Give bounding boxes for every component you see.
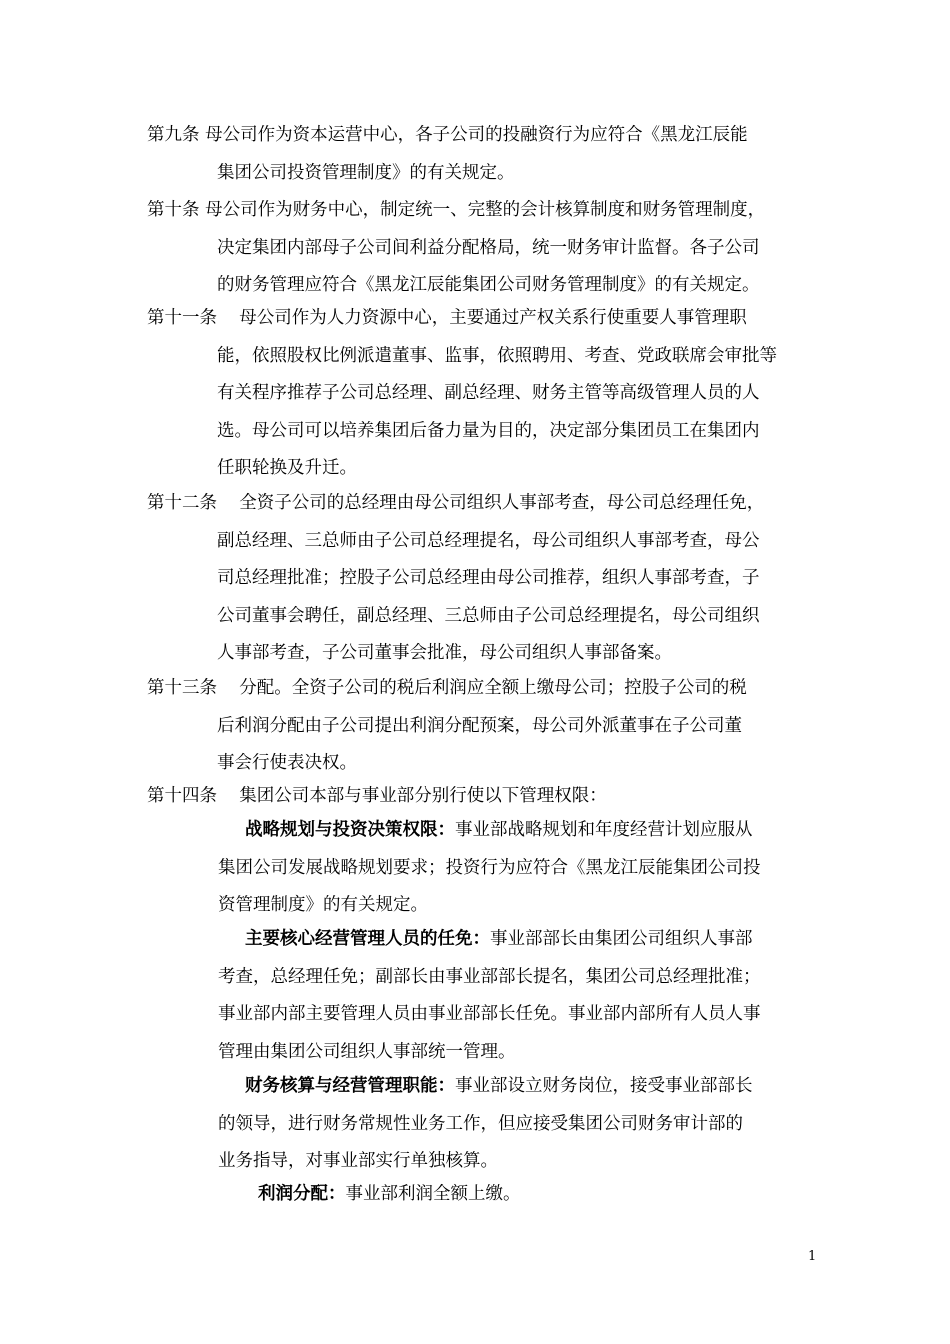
article-14	[147, 778, 817, 816]
subsection-profit	[218, 1176, 818, 1214]
subsection-text: 事业部内部主要管理人员由事业部部长任免。事业部内部所有人员人事	[218, 1004, 761, 1025]
article-text: 母公司作为人力资源中心，主要通过产权关系行使重要人事管理职	[239, 308, 747, 328]
subsection-finance	[218, 1068, 818, 1181]
subsection-title: 财务核算与经营管理职能：	[245, 1076, 455, 1096]
article-text: 集团公司本部与事业部分别行使以下管理权限：	[239, 786, 607, 806]
subsection-text: 的领导，进行财务常规性业务工作，但应接受集团公司财务审计部的	[218, 1113, 743, 1134]
subsection-text: 事业部利润全额上缴。	[345, 1184, 521, 1204]
subsection-text: 事业部设立财务岗位，接受事业部部长	[455, 1076, 753, 1096]
article-text: 选。母公司可以培养集团后备力量为目的，决定部分集团员工在集团内	[217, 420, 760, 441]
subsection-title: 利润分配：	[258, 1184, 346, 1204]
subsection-text: 集团公司发展战略规划要求；投资行为应符合《黑龙江辰能集团公司投	[218, 857, 761, 878]
article-10	[147, 192, 817, 305]
subsection-text: 事业部战略规划和年度经营计划应服从	[455, 820, 753, 840]
article-text: 事会行使表决权。	[217, 753, 357, 774]
page-number: 1	[808, 1249, 817, 1264]
subsection-text: 业务指导，对事业部实行单独核算。	[218, 1151, 498, 1172]
article-text: 后利润分配由子公司提出利润分配预案，母公司外派董事在子公司董	[217, 715, 742, 736]
article-text: 人事部考查，子公司董事会批准，母公司组织人事部备案。	[217, 643, 672, 664]
subsection-text: 考查，总经理任免；副部长由事业部部长提名，集团公司总经理批准；	[218, 966, 761, 987]
subsection-title: 战略规划与投资决策权限：	[245, 820, 455, 840]
subsection-text: 资管理制度》的有关规定。	[218, 895, 428, 916]
article-text: 副总经理、三总师由子公司总经理提名，母公司组织人事部考查，母公	[217, 530, 760, 551]
article-text: 任职轮换及升迁。	[217, 458, 357, 479]
article-text: 决定集团内部母子公司间利益分配格局，统一财务审计监督。各子公司	[217, 237, 760, 258]
article-12	[147, 485, 817, 673]
article-text: 母公司作为财务中心，制定统一、完整的会计核算制度和财务管理制度，	[205, 200, 766, 220]
article-label: 第十二条	[147, 493, 217, 513]
article-text: 司总经理批准；控股子公司总经理由母公司推荐，组织人事部考查，子	[217, 568, 760, 589]
subsection-text: 事业部部长由集团公司组织人事部	[490, 929, 753, 949]
article-text: 公司董事会聘任，副总经理、三总师由子公司总经理提名，母公司组织	[217, 605, 760, 626]
article-text: 的财务管理应符合《黑龙江辰能集团公司财务管理制度》的有关规定。	[217, 275, 760, 296]
subsection-title: 主要核心经营管理人员的任免：	[245, 929, 490, 949]
subsection-personnel	[218, 921, 818, 1071]
article-label: 第十一条	[147, 308, 217, 328]
article-text: 能，依照股权比例派遣董事、监事，依照聘用、考查、党政联席会审批等	[217, 345, 777, 366]
article-text: 全资子公司的总经理由母公司组织人事部考查，母公司总经理任免，	[239, 493, 765, 513]
article-text: 有关程序推荐子公司总经理、副总经理、财务主管等高级管理人员的人	[217, 383, 760, 404]
article-9	[147, 117, 817, 192]
article-label: 第十四条	[147, 786, 217, 806]
article-text: 分配。全资子公司的税后利润应全额上缴母公司；控股子公司的税	[239, 678, 747, 698]
article-13	[147, 670, 817, 783]
subsection-strategy	[218, 812, 818, 925]
article-label: 第九条	[147, 125, 200, 145]
subsection-text: 管理由集团公司组织人事部统一管理。	[218, 1041, 516, 1062]
article-label: 第十三条	[147, 678, 217, 698]
article-label: 第十条	[147, 200, 200, 220]
article-text: 集团公司投资管理制度》的有关规定。	[217, 162, 515, 183]
article-text: 母公司作为资本运营中心，各子公司的投融资行为应符合《黑龙江辰能	[205, 125, 748, 145]
article-11	[147, 300, 817, 488]
